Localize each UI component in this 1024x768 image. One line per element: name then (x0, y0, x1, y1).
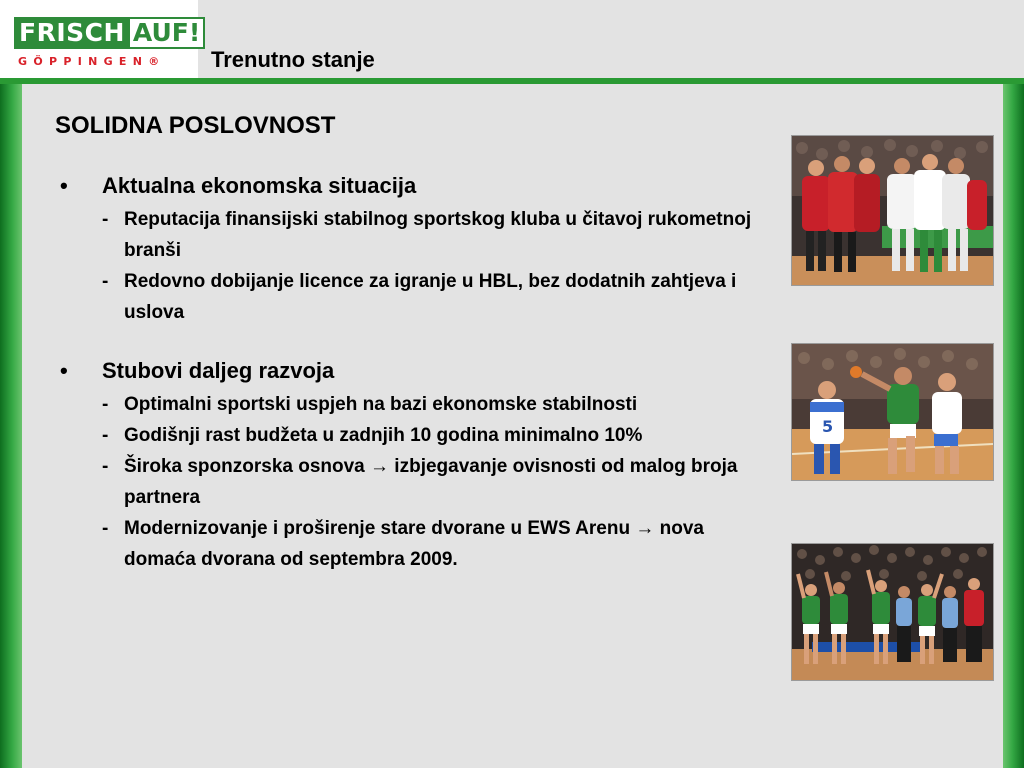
bullet-marker: • (60, 358, 68, 383)
bullet-item (60, 357, 760, 385)
sub-text: Modernizovanje i proširenje stare dvorane u EWS Arenu → nova domaća dvorana od septembra 2009. (124, 518, 704, 570)
sub-item (60, 389, 760, 420)
sub-marker: - (102, 425, 109, 446)
handball-team-celebration-photo (791, 543, 994, 681)
sub-marker: - (102, 456, 109, 477)
handball-team-huddle-photo (791, 135, 994, 286)
section-title: SOLIDNA POSLOVNOST (55, 112, 336, 139)
jersey-number: 5 (822, 417, 834, 436)
logo-wordmark (14, 17, 205, 49)
sub-item (60, 266, 760, 328)
logo-frisch-text: FRISCH (14, 17, 130, 49)
handball-match-action-photo (791, 343, 994, 481)
sub-item (60, 420, 760, 451)
bullet-marker: • (60, 173, 68, 198)
sub-marker: - (102, 394, 109, 415)
sub-text: Godišnji rast budžeta u zadnjih 10 godina minimalno 10% (124, 425, 643, 446)
sub-text: Reputacija finansijski stabilnog sportskog kluba u čitavoj rukometnoj branši (124, 209, 752, 261)
slide-header (0, 0, 1024, 78)
logo-auf-text: AUF! (130, 17, 205, 49)
bullet-text: Stubovi daljeg razvoja (102, 358, 335, 383)
sub-marker: - (102, 518, 109, 539)
right-green-border (1003, 84, 1024, 768)
sub-text: Redovno dobijanje licence za igranje u HBL, bez dodatnih zahtjeva i uslova (124, 271, 737, 323)
sub-marker: - (102, 209, 109, 230)
frisch-auf-logo (0, 0, 201, 78)
sub-text: Optimalni sportski uspjeh na bazi ekonomske stabilnosti (124, 394, 638, 415)
sub-marker: - (102, 271, 109, 292)
sub-item (60, 513, 760, 575)
sub-item (60, 204, 760, 266)
bullet-text: Aktualna ekonomska situacija (102, 173, 417, 198)
sub-item (60, 451, 760, 513)
bullet-section-development (60, 357, 760, 575)
bullet-section-economy (60, 172, 760, 328)
logo-city-text: GÖPPINGEN® (18, 55, 166, 68)
bullet-item (60, 172, 760, 200)
sub-text: Široka sponzorska osnova → izbjegavanje ovisnosti od malog broja partnera (124, 456, 738, 508)
left-green-border (0, 84, 22, 768)
page-title: Trenutno stanje (211, 47, 375, 72)
